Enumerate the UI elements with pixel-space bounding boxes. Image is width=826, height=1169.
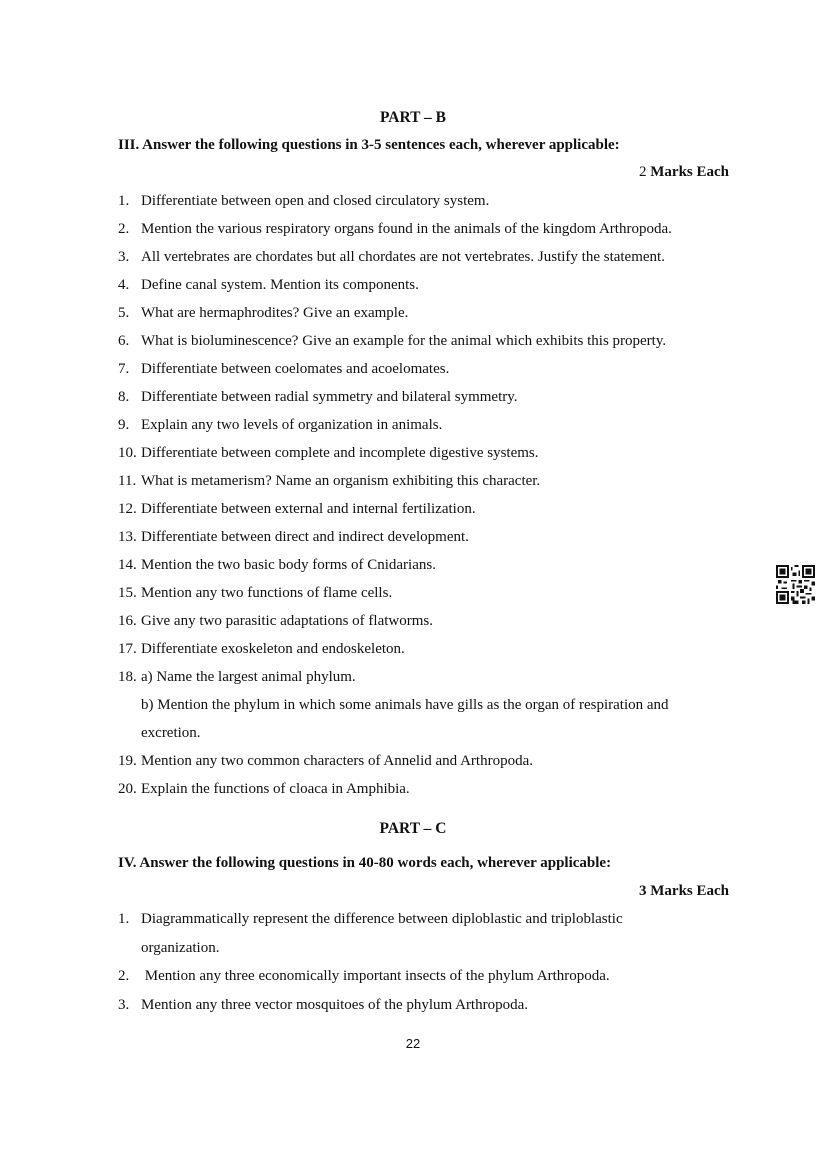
question-text: organization. [141, 939, 220, 956]
question-number: 15. [118, 585, 137, 601]
question-item [118, 551, 738, 579]
question-item [118, 355, 738, 383]
question-text: Differentiate between open and closed circulatory system. [141, 193, 490, 209]
question-item [118, 607, 738, 635]
page-number: 22 [405, 1036, 421, 1051]
qr-code-icon [776, 565, 815, 604]
part-b-instruction: III. Answer the following questions in 3-5 sentences each, wherever applicable: [118, 137, 620, 153]
question-text: a) Name the largest animal phylum. [141, 669, 356, 685]
question-text: All vertebrates are chordates but all chordates are not vertebrates. Justify the statement. [141, 249, 665, 265]
question-item [118, 243, 738, 271]
question-text: Mention any two common characters of Annelid and Arthropoda. [141, 753, 533, 769]
part-b-marks-value: 2 [639, 164, 647, 180]
question-text: Mention any three economically important insects of the phylum Arthropoda. [141, 968, 610, 984]
question-text: Diagrammatically represent the difference between diploblastic and triploblastic [141, 911, 623, 927]
question-text: Mention any three vector mosquitoes of the phylum Arthropoda. [141, 996, 529, 1013]
question-item [118, 411, 738, 439]
question-text: What are hermaphrodites? Give an example. [141, 305, 409, 321]
question-item [118, 991, 738, 1020]
question-item [118, 775, 738, 803]
question-continuation [118, 691, 738, 719]
question-text: Explain the functions of cloaca in Amphibia. [141, 781, 410, 797]
question-number: 1. [118, 911, 130, 927]
question-number: 13. [118, 529, 137, 545]
question-text: Differentiate between radial symmetry and bilateral symmetry. [141, 389, 518, 405]
part-b-marks [639, 164, 729, 181]
question-number: 8. [118, 389, 130, 405]
question-number: 18. [118, 669, 137, 685]
question-text: b) Mention the phylum in which some animals have gills as the organ of respiration and [141, 697, 669, 713]
part-b-question-list [118, 187, 738, 803]
question-item [118, 271, 738, 299]
question-item [118, 663, 738, 691]
question-number: 3. [118, 249, 130, 265]
question-continuation [118, 934, 738, 963]
question-item [118, 747, 738, 775]
question-item [118, 383, 738, 411]
question-item [118, 905, 738, 934]
question-text: Differentiate between external and internal fertilization. [141, 501, 476, 517]
question-number: 6. [118, 333, 130, 349]
question-item [118, 187, 738, 215]
question-number: 10. [118, 445, 137, 461]
question-text: Differentiate exoskeleton and endoskeleton. [141, 641, 405, 657]
question-text: excretion. [141, 725, 201, 741]
part-c-marks: 3 Marks Each [639, 883, 729, 899]
question-continuation [118, 719, 738, 747]
part-b-heading: PART – B [379, 109, 447, 126]
question-text: Differentiate between direct and indirect development. [141, 529, 469, 545]
part-c-instruction: IV. Answer the following questions in 40-80 words each, wherever applicable: [118, 855, 612, 871]
question-item [118, 962, 738, 991]
question-text: Mention any two functions of flame cells. [141, 585, 393, 601]
question-number: 5. [118, 305, 130, 321]
question-text: Explain any two levels of organization in animals. [141, 417, 443, 433]
question-number: 12. [118, 501, 137, 517]
question-number: 9. [118, 417, 130, 433]
question-text: Mention the two basic body forms of Cnidarians. [141, 557, 436, 573]
question-number: 16. [118, 613, 137, 629]
question-item [118, 523, 738, 551]
question-item [118, 327, 738, 355]
question-text: Mention the various respiratory organs found in the animals of the kingdom Arthropoda. [141, 221, 672, 237]
question-number: 17. [118, 641, 137, 657]
question-item [118, 579, 738, 607]
question-number: 2. [118, 221, 130, 237]
question-number: 20. [118, 781, 137, 797]
question-item [118, 467, 738, 495]
question-number: 4. [118, 277, 130, 293]
question-item [118, 299, 738, 327]
question-number: 11. [118, 473, 137, 489]
question-text: Define canal system. Mention its components. [141, 277, 419, 293]
question-number: 3. [118, 996, 130, 1013]
part-c-heading: PART – C [379, 820, 447, 837]
question-item [118, 635, 738, 663]
part-b-marks-label: Marks Each [650, 164, 729, 180]
part-c-question-list [118, 905, 738, 1019]
question-number: 7. [118, 361, 130, 377]
question-number: 1. [118, 193, 130, 209]
question-item [118, 439, 738, 467]
question-text: What is bioluminescence? Give an example for the animal which exhibits this property. [141, 333, 667, 349]
question-item [118, 495, 738, 523]
question-number: 2. [118, 968, 130, 984]
question-text: Differentiate between coelomates and acoelomates. [141, 361, 450, 377]
question-text: What is metamerism? Name an organism exhibiting this character. [141, 473, 541, 489]
question-number: 14. [118, 557, 137, 573]
question-item [118, 215, 738, 243]
question-number: 19. [118, 753, 137, 769]
question-text: Give any two parasitic adaptations of flatworms. [141, 613, 434, 629]
question-text: Differentiate between complete and incomplete digestive systems. [141, 445, 539, 461]
